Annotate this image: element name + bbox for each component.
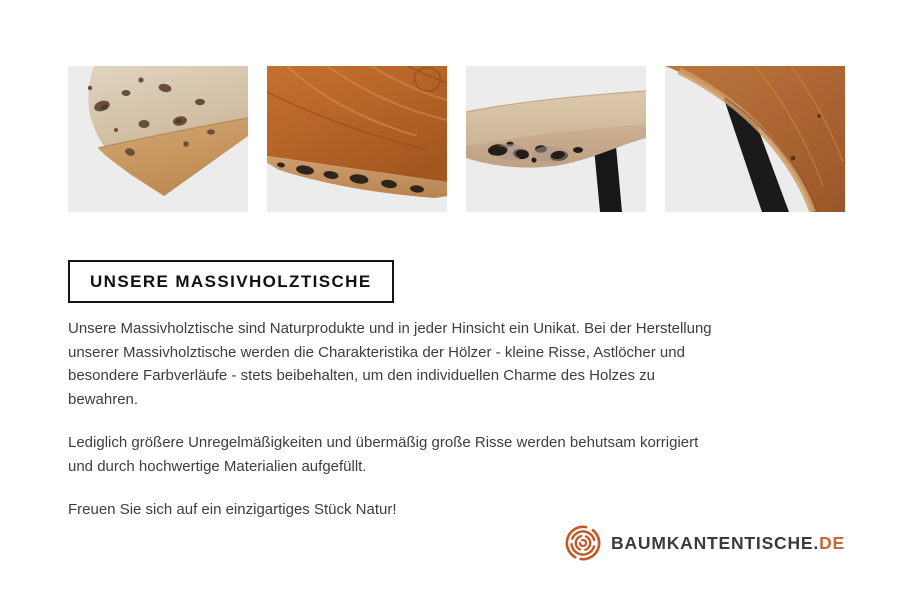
section-title: UNSERE MASSIVHOLZTISCHE (90, 272, 372, 291)
paragraph-closing: Freuen Sie sich auf ein einzigartiges Stück Natur! (68, 501, 397, 518)
tree-rings-icon (564, 524, 602, 562)
wood-corner-illustration (68, 66, 248, 212)
pale-wood-live-edge-corner-photo[interactable] (68, 66, 248, 212)
knothole-slab-illustration (466, 66, 646, 212)
section-heading-box (68, 260, 394, 303)
paragraph-intro: Unsere Massivholztische sind Naturprodukte und in jeder Hinsicht ein Unikat. Bei der Herstellung unserer Massivholztische werden die Charakteristika der Hölzer - kleine Risse, Astlöcher und besondere Farbverläufe - stets beibehalten, um den individuellen Charme des Holzes zu bewahren. (68, 320, 712, 408)
product-photo-row (68, 66, 845, 212)
brown-tabletop-angled-black-leg-photo[interactable] (665, 66, 845, 212)
logo-wordmark (611, 533, 845, 554)
logo-dot: . (813, 532, 820, 553)
angled-leg-table-illustration (665, 66, 845, 212)
amber-wood-tabletop-edge-photo[interactable] (267, 66, 447, 212)
amber-tabletop-illustration (267, 66, 447, 212)
section-copy (68, 317, 848, 522)
wood-slab-knotholes-black-leg-photo[interactable] (466, 66, 646, 212)
site-logo[interactable] (564, 524, 845, 562)
paragraph-corrections: Lediglich größere Unregelmäßigkeiten und übermäßig große Risse werden behutsam korrigiert und durch hochwertige Materialien aufgefüllt. (68, 434, 699, 475)
logo-brand-text: BAUMKANTENTISCHE (611, 532, 814, 553)
logo-tld-text: DE (819, 532, 845, 553)
